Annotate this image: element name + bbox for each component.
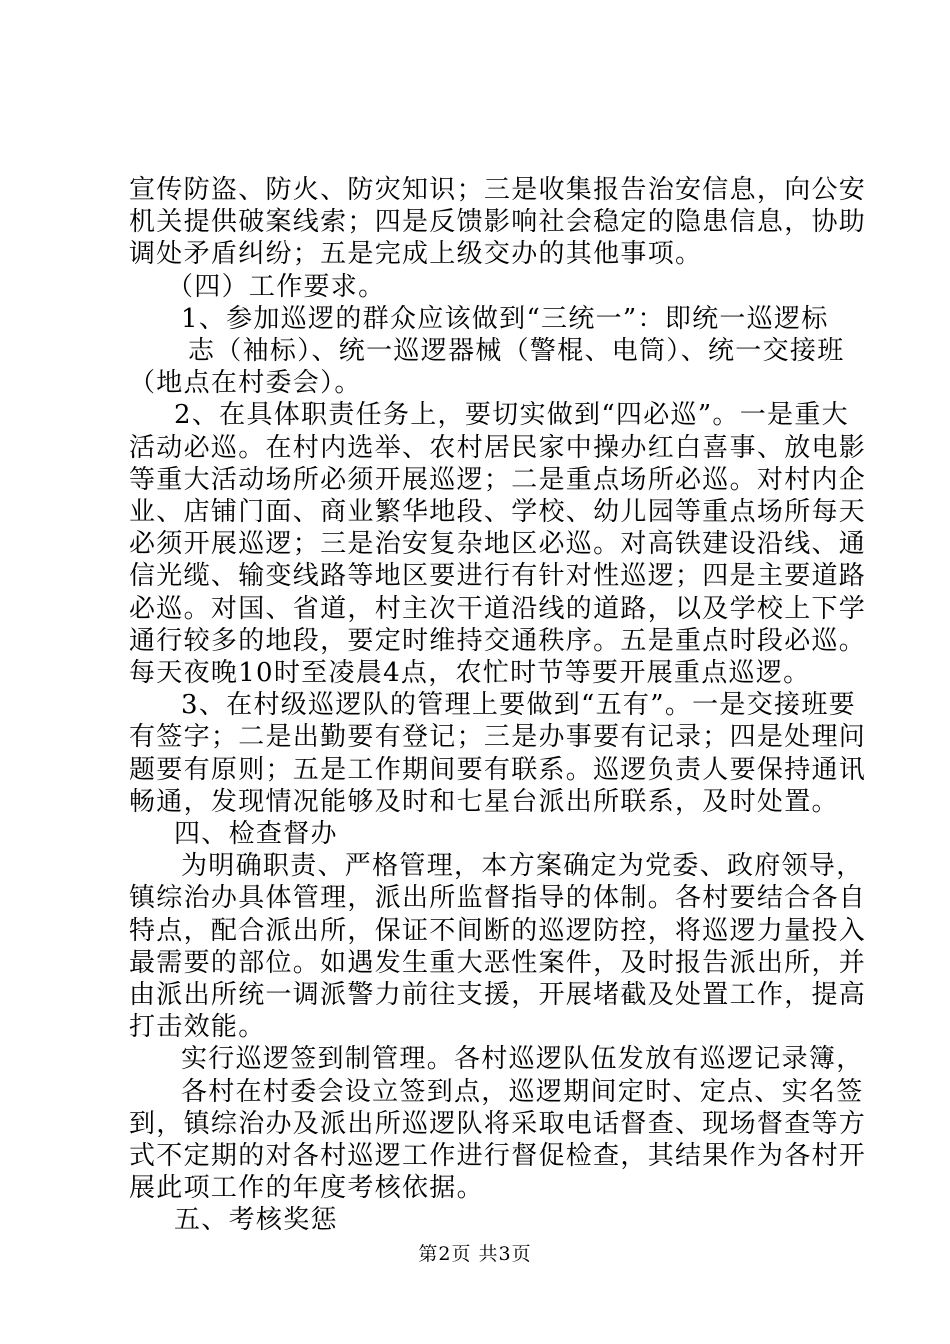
body-line: 志（袖标）、统一巡逻器械（警棍、电筒）、统一交接班	[188, 336, 845, 366]
body-line: 活动必巡。在村内选举、农村居民家中操办红白喜事、放电影	[129, 432, 867, 463]
body-line: 每天夜晚10时至凌晨4点，农忙时节等要开展重点巡逻。	[129, 658, 811, 688]
body-line: 畅通，发现情况能够及时和七星台派出所联系，及时处置。	[129, 786, 839, 817]
section-heading: 五、考核奖惩	[174, 1205, 338, 1236]
body-line: 调处矛盾纠纷；五是完成上级交办的其他事项。	[129, 239, 703, 270]
body-line: （地点在村委会）。	[129, 368, 362, 399]
body-line: 为明确职责、严格管理，本方案确定为党委、政府领导，	[181, 851, 864, 882]
body-line: 展此项工作的年度考核依据。	[129, 1173, 484, 1204]
body-line: 实行巡逻签到制管理。各村巡逻队伍发放有巡逻记录簿，	[181, 1044, 864, 1075]
body-line: 有签字；二是出勤要有登记；三是办事要有记录；四是处理问	[129, 722, 867, 753]
body-line: 式不定期的对各村巡逻工作进行督促检查，其结果作为各村开	[129, 1141, 867, 1171]
body-line: 必巡。对国、省道，村主次干道沿线的道路，以及学校上下学	[129, 593, 867, 624]
body-line: 题要有原则；五是工作期间要有联系。巡逻负责人要保持通讯	[129, 754, 867, 785]
body-line: 业、店铺门面、商业繁华地段、学校、幼儿园等重点场所每天	[129, 497, 867, 527]
body-line: 特点，配合派出所，保证不间断的巡逻防控，将巡逻力量投入	[129, 915, 867, 946]
body-line: 各村在村委会设立签到点，巡逻期间定时、定点、实名签	[181, 1076, 864, 1107]
section-heading: 四、检查督办	[174, 819, 338, 849]
body-line: 等重大活动场所必须开展巡逻；二是重点场所必巡。对村内企	[129, 464, 867, 495]
body-line: 到，镇综治办及派出所巡逻队将采取电话督查、现场督查等方	[129, 1108, 867, 1139]
section-heading: （四）工作要求。	[167, 271, 386, 302]
body-line: 打击效能。	[129, 1012, 266, 1043]
body-line: 3、在村级巡逻队的管理上要做到“五有”。一是交接班要	[181, 690, 856, 721]
body-line: 宣传防盗、防火、防灾知识；三是收集报告治安信息，向公安	[129, 175, 867, 205]
body-line: 通行较多的地段，要定时维持交通秩序。五是重点时段必巡。	[129, 625, 867, 656]
body-line: 由派出所统一调派警力前往支援，开展堵截及处置工作，提高	[129, 980, 867, 1010]
page-number-footer: 第2页 共3页	[418, 1243, 532, 1265]
body-line: 机关提供破案线索；四是反馈影响社会稳定的隐患信息，协助	[129, 207, 867, 238]
body-line: 镇综治办具体管理，派出所监督指导的体制。各村要结合各自	[129, 883, 867, 914]
body-line: 1、参加巡逻的群众应该做到“三统一”：即统一巡逻标	[181, 303, 829, 334]
body-line: 最需要的部位。如遇发生重大恶性案件，及时报告派出所，并	[129, 947, 867, 978]
body-line: 必须开展巡逻；三是治安复杂地区必巡。对高铁建设沿线、通	[129, 529, 867, 560]
body-line: 信光缆、输变线路等地区要进行有针对性巡逻；四是主要道路	[129, 561, 867, 592]
body-line: 2、在具体职责任务上，要切实做到“四必巡”。一是重大	[174, 400, 849, 431]
